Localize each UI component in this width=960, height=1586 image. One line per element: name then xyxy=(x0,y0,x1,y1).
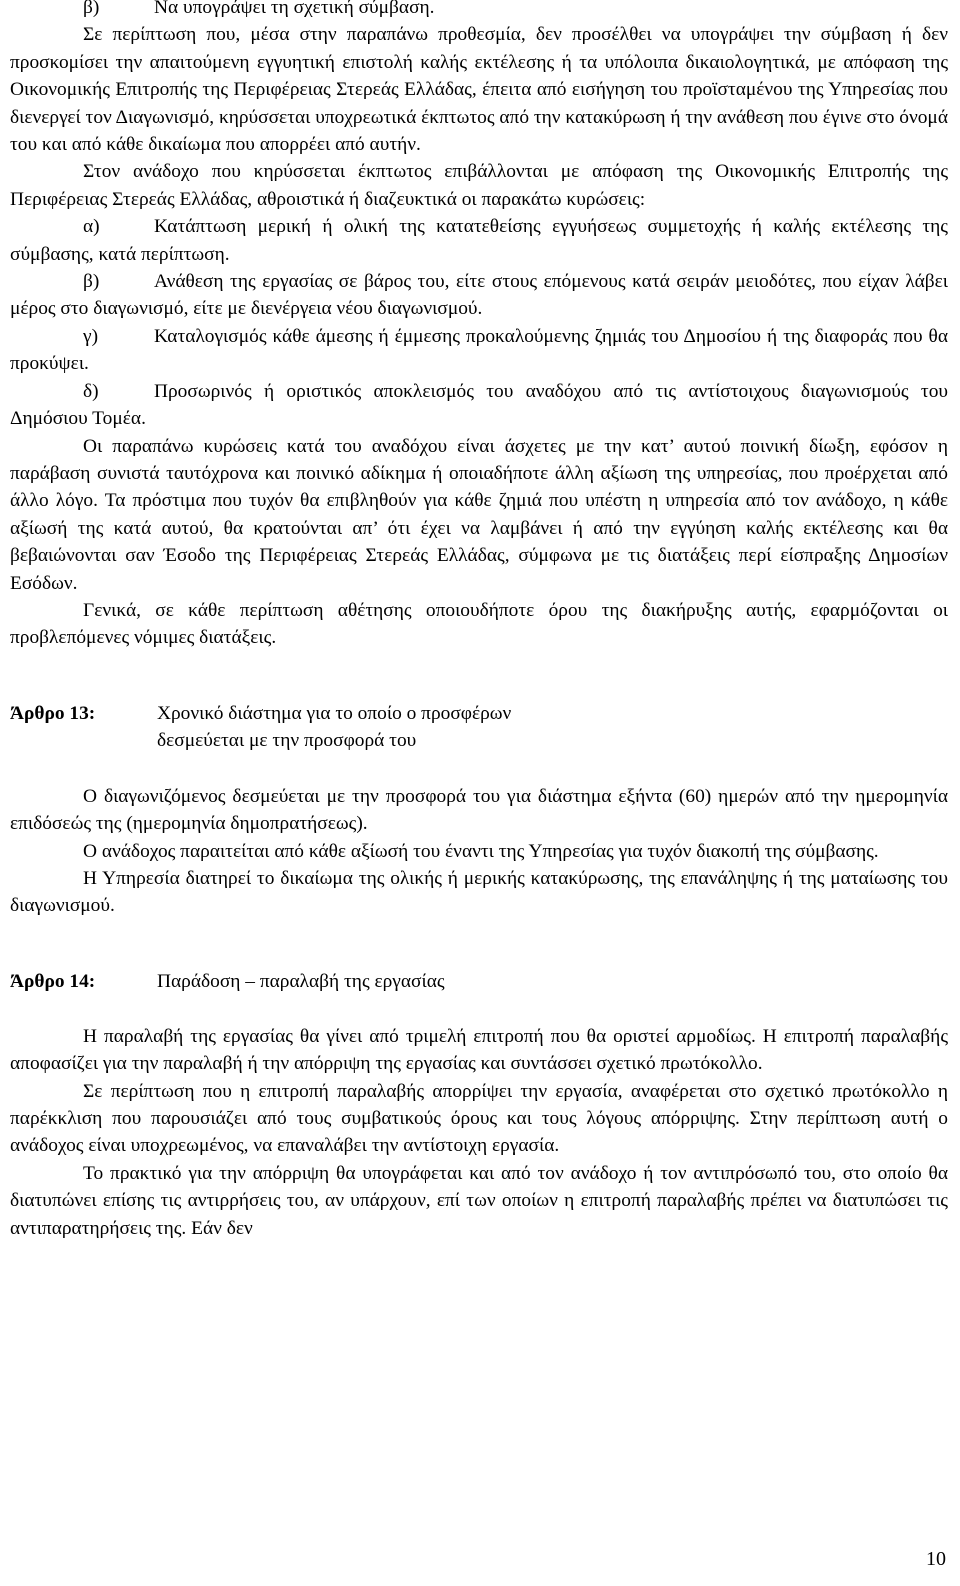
article-13-paragraph: Ο ανάδοχος παραιτείται από κάθε αξίωσή του έναντι της Υπηρεσίας για τυχόν διακοπή της σύμβασης. xyxy=(83,840,879,862)
list-label: γ) xyxy=(83,325,99,347)
list-label: β) xyxy=(83,271,100,293)
sanction-item xyxy=(10,323,948,378)
article-13-title-line1: Χρονικό διάστημα για το οποίο ο προσφέρων xyxy=(157,702,512,724)
sanction-item xyxy=(10,378,948,433)
article-13-title xyxy=(157,700,947,755)
article-14-paragraph: Η παραλαβή της εργασίας θα γίνει από τριμελή επιτροπή που θα οριστεί αρμοδίως. Η επιτροπή παραλαβής αποφασίζει για την παραλαβή ή την απόρριψη της εργασίας και συντάσσει σχετικό πρωτόκολλο. xyxy=(10,1025,948,1075)
paragraph-sanctions-independence: Οι παραπάνω κυρώσεις κατά του αναδόχου είναι άσχετες με την κατ’ αυτού ποινική δίωξη, εφόσον η παράβαση συνιστά ταυτόχρονα και ποινικό αδίκημα ή οποιαδήποτε άλλη αξίωση της υπηρεσίας, που προέρχεται από άλλο λόγο. Τα πρόστιμα που τυχόν θα επιβληθούν για κάθε ζημιά που υπέστη η υπηρεσία από τον ανάδοχο, η κάθε αξίωσή της κατά αυτού, θα κρατούνται απ’ ότι έχει να λαμβάνει ή από την εγγύηση καλής εκτέλεσης και θα βεβαιώνονται σαν Έσοδο της Περιφέρειας Στερεάς Ελλάδας, σύμφωνα με τις διατάξεις περί είσπραξης Δημοσίων Εσόδων. xyxy=(10,435,948,594)
list-text: Κατάπτωση μερική ή ολική της κατατεθείσης εγγυήσεως συμμετοχής ή καλής εκτέλεσης της σύμβασης, κατά περίπτωση. xyxy=(10,216,948,265)
article-13-paragraph: Ο διαγωνιζόμενος δεσμεύεται με την προσφορά του για διάστημα εξήντα (60) ημερών από την ημερομηνία επιδόσεώς της (ημερομηνία δημοπρατήσεως). xyxy=(10,785,948,835)
list-text: Να υπογράψει τη σχετική σύμβαση. xyxy=(154,0,435,18)
page-number: 10 xyxy=(926,1548,946,1570)
article-14-heading xyxy=(10,968,948,996)
paragraph-sanctions-intro: Στον ανάδοχο που κηρύσσεται έκπτωτος επιβάλλονται με απόφαση της Οικονομικής Επιτροπής της Περιφέρειας Στερεάς Ελλάδας, αθροιστικά ή διαζευκτικά οι παρακάτω κυρώσεις: xyxy=(10,161,948,210)
list-text: Καταλογισμός κάθε άμεσης ή έμμεσης προκαλούμενης ζημιάς του Δημοσίου ή της διαφοράς που θα προκύψει. xyxy=(10,325,948,375)
sanction-item xyxy=(10,268,948,323)
list-label: α) xyxy=(83,216,100,238)
sanction-item xyxy=(10,213,948,268)
article-14-paragraph: Το πρακτικό για την απόρριψη θα υπογράφεται και από τον ανάδοχο ή τον αντιπρόσωπό του, στο οποίο θα διατυπώνει επίσης τις αντιρρήσεις του, αν υπάρχουν, επί των οποίων η επιτροπή παραλαβής πρέπει να διατυπώσει τις αντιπαρατηρήσεις της. Εάν δεν xyxy=(10,1162,948,1239)
article-14-paragraph: Σε περίπτωση που η επιτροπή παραλαβής απορρίψει την εργασία, αναφέρεται στο σχετικό πρωτόκολλο η παρέκκλιση που παρουσιάζει από τους συμβατικούς όρους και τους λόγους απόρριψης. Στην περίπτωση αυτή ο ανάδοχος είναι υποχρεωμένος, να επαναλάβει την αντίστοιχη εργασία. xyxy=(10,1080,948,1157)
article-13-title-line2: δεσμεύεται με την προσφορά του xyxy=(157,730,417,752)
list-text: Ανάθεση της εργασίας σε βάρος του, είτε στους επόμενους κατά σειράν μειοδότες, που είχαν λάβει μέρος στο διαγωνισμό, είτε με διενέργεια νέου διαγωνισμού. xyxy=(10,271,948,320)
paragraph-general-provisions: Γενικά, σε κάθε περίπτωση αθέτησης οποιουδήποτε όρου της διακήρυξης αυτής, εφαρμόζονται οι προβλεπόμενες νόμιμες διατάξεις. xyxy=(10,599,948,649)
list-label: β) xyxy=(83,0,100,18)
article-14-label: Άρθρο 14: xyxy=(10,970,96,992)
top-list-item xyxy=(10,0,948,21)
article-13-heading xyxy=(10,700,948,756)
article-14-title-text: Παράδοση – παραλαβή της εργασίας xyxy=(157,970,445,992)
article-13-paragraph: Η Υπηρεσία διατηρεί το δικαίωμα της ολικής ή μερικής κατακύρωσης, της επανάληψης ή της ματαίωσης του διαγωνισμού. xyxy=(10,867,948,917)
list-text: Προσωρινός ή οριστικός αποκλεισμός του αναδόχου από τις αντίστοιχους διαγωνισμούς του Δημόσιου Τομέα. xyxy=(10,380,948,430)
article-14-title xyxy=(157,968,947,995)
article-13-label: Άρθρο 13: xyxy=(10,702,96,724)
document-page xyxy=(10,0,948,1242)
paragraph-disqualification: Σε περίπτωση που, μέσα στην παραπάνω προθεσμία, δεν προσέλθει να υπογράψει την σύμβαση ή δεν προσκομίσει την απαιτούμενη εγγυητική επιστολή καλής εκτέλεσης ή τα υπόλοιπα δικαιολογητικά, με απόφαση της Οικονομικής Επιτροπής της Περιφέρειας Στερεάς Ελλάδας, έπειτα από εισήγηση του προϊσταμένου της Υπηρεσίας που διενεργεί τον Διαγωνισμό, κηρύσσεται υποχρεωτικά έκπτωτος από την κατακύρωση ή την ανάθεση που έγινε στο όνομά του και από κάθε δικαίωμα που απορρέει από αυτήν. xyxy=(10,24,948,156)
list-label: δ) xyxy=(83,380,99,402)
